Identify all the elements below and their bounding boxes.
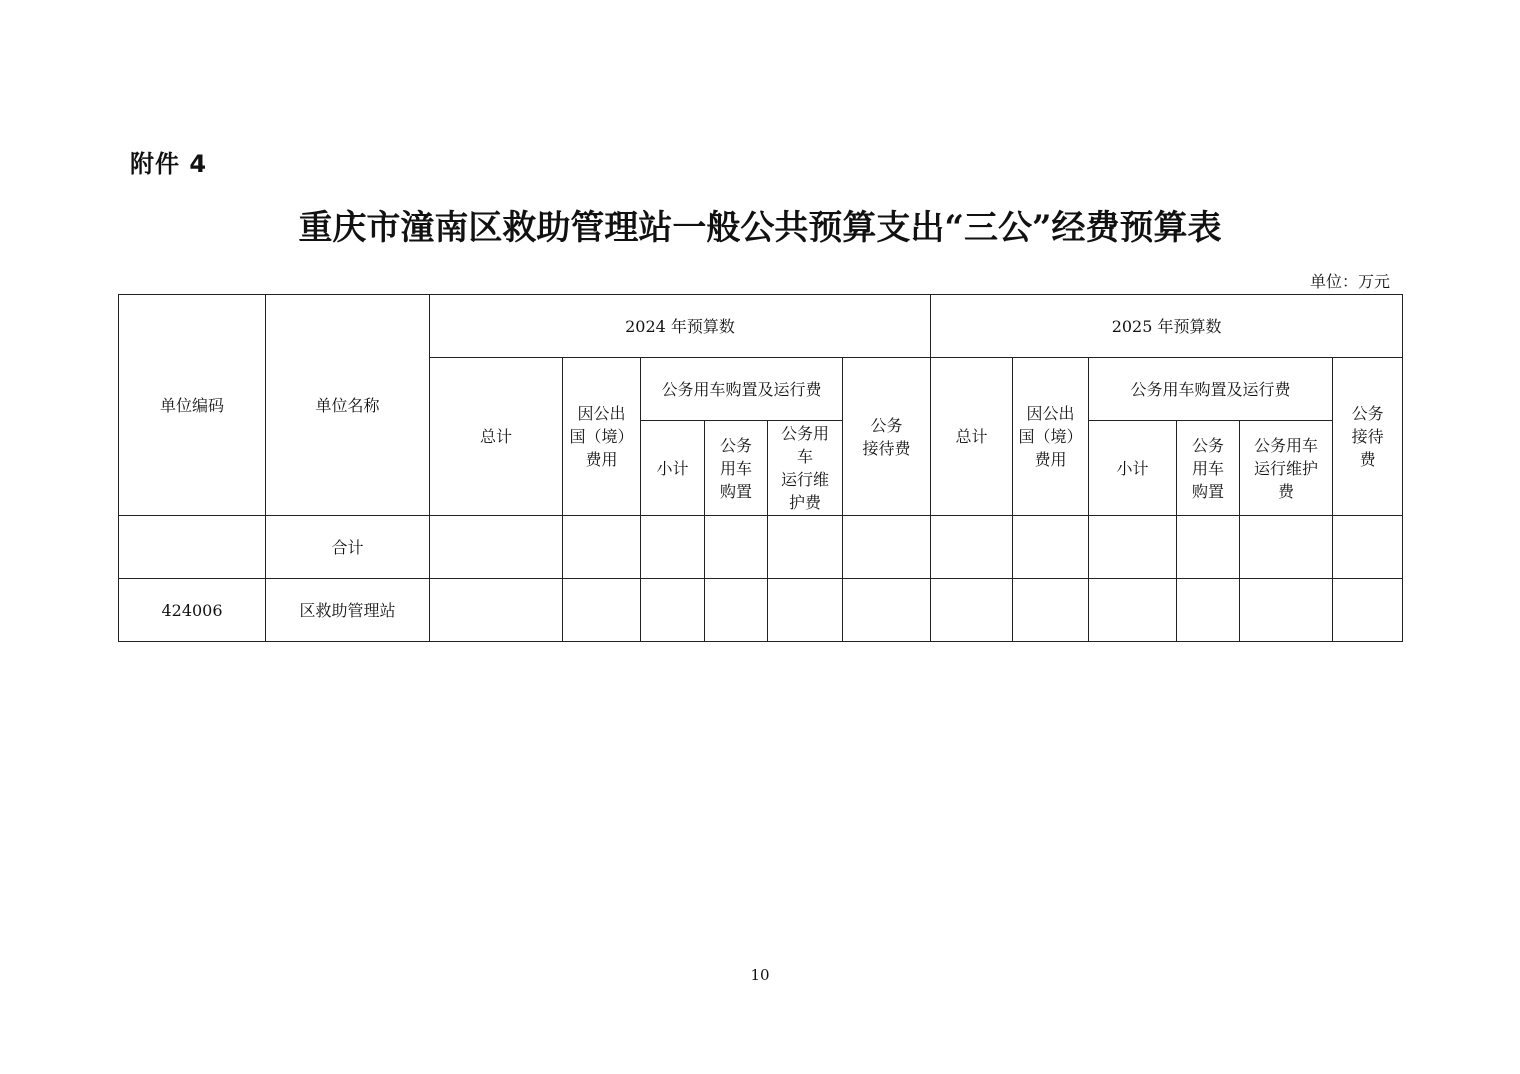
row-unit-code: 424006: [119, 579, 266, 642]
row-unit-name: 区救助管理站: [266, 579, 430, 642]
header-vehicle-purchase-2025-line: 购置: [1192, 481, 1225, 501]
header-abroad-2024: [563, 358, 641, 516]
row-cell: [705, 579, 768, 642]
header-vehicle-op-2025-line: 公务用车: [1254, 435, 1319, 455]
row-unit-name: 合计: [266, 516, 430, 579]
header-abroad-2025-line: 因公出: [1026, 404, 1075, 423]
row-cell: [1177, 516, 1240, 579]
header-vehicle-purchase-2024-line: 购置: [719, 481, 752, 501]
table-row: [119, 516, 1403, 579]
header-reception-2024-line: 公务: [870, 415, 903, 435]
header-vehicle-op-2024-line: 运行维: [780, 470, 829, 489]
header-abroad-2025: [1013, 358, 1089, 516]
header-vehicle-op-2025-line: 运行维护: [1254, 458, 1319, 478]
header-reception-2025-line: 公务: [1351, 404, 1384, 423]
header-vehicle-group-2024: 公务用车购置及运行费: [641, 358, 843, 421]
row-cell: [1089, 579, 1177, 642]
row-cell: [641, 579, 705, 642]
header-year-2025: 2025 年预算数: [931, 295, 1403, 358]
row-cell: [1177, 579, 1240, 642]
header-total-2024: 总计: [430, 358, 563, 516]
row-cell: [563, 516, 641, 579]
header-total-2025: 总计: [931, 358, 1013, 516]
row-cell: [1240, 516, 1333, 579]
header-abroad-2024-line: 国（境）: [569, 427, 634, 446]
row-cell: [1333, 516, 1403, 579]
table-row: [119, 579, 1403, 642]
header-abroad-2024-line: 费用: [585, 450, 618, 469]
header-reception-2024: [843, 358, 931, 516]
header-vehicle-op-2024-line: 车: [796, 447, 813, 466]
header-row-1: [119, 295, 1403, 358]
row-cell: [430, 579, 563, 642]
row-cell: [843, 516, 931, 579]
header-vehicle-purchase-2024: [705, 421, 768, 516]
row-unit-code: [119, 516, 266, 579]
unit-label: 单位：万元: [1309, 272, 1390, 291]
header-vehicle-op-2025: [1240, 421, 1333, 516]
header-vehicle-op-2024-line: 护费: [788, 493, 821, 512]
header-abroad-2025-line: 国（境）: [1018, 427, 1083, 446]
row-cell: [843, 579, 931, 642]
header-abroad-2024-line: 因公出: [577, 404, 626, 423]
header-vehicle-op-2025-line: 费: [1278, 481, 1295, 501]
header-year-2024: 2024 年预算数: [430, 295, 931, 358]
header-unit-code: 单位编码: [119, 295, 266, 516]
row-cell: [931, 579, 1013, 642]
row-cell: [1333, 579, 1403, 642]
header-reception-2025: [1333, 358, 1403, 516]
row-cell: [931, 516, 1013, 579]
header-unit-name: 单位名称: [266, 295, 430, 516]
page-title: 重庆市潼南区救助管理站一般公共预算支出“三公”经费预算表: [298, 208, 1222, 248]
header-subtotal-2024: 小计: [641, 421, 705, 516]
row-cell: [705, 516, 768, 579]
header-abroad-2025-line: 费用: [1034, 450, 1067, 469]
row-cell: [1013, 516, 1089, 579]
header-vehicle-purchase-2024-line: 公务: [719, 435, 752, 455]
header-subtotal-2025: 小计: [1089, 421, 1177, 516]
header-vehicle-purchase-2025: [1177, 421, 1240, 516]
row-cell: [430, 516, 563, 579]
row-cell: [1013, 579, 1089, 642]
header-reception-2025-line: 接待: [1351, 427, 1384, 446]
header-vehicle-op-2024: [768, 421, 843, 516]
header-vehicle-purchase-2024-line: 用车: [719, 458, 752, 478]
header-reception-2024-line: 接待费: [862, 438, 911, 458]
row-cell: [768, 516, 843, 579]
page-number: 10: [750, 966, 770, 984]
header-reception-2025-line: 费: [1359, 450, 1376, 469]
row-cell: [1240, 579, 1333, 642]
attachment-label: 附件 4: [130, 150, 208, 178]
header-vehicle-group-2025: 公务用车购置及运行费: [1089, 358, 1333, 421]
row-cell: [1089, 516, 1177, 579]
row-cell: [641, 516, 705, 579]
header-vehicle-purchase-2025-line: 用车: [1192, 458, 1225, 478]
header-vehicle-op-2024-line: 公务用: [780, 424, 829, 443]
header-vehicle-purchase-2025-line: 公务: [1192, 435, 1225, 455]
row-cell: [563, 579, 641, 642]
budget-table: [118, 294, 1403, 642]
row-cell: [768, 579, 843, 642]
